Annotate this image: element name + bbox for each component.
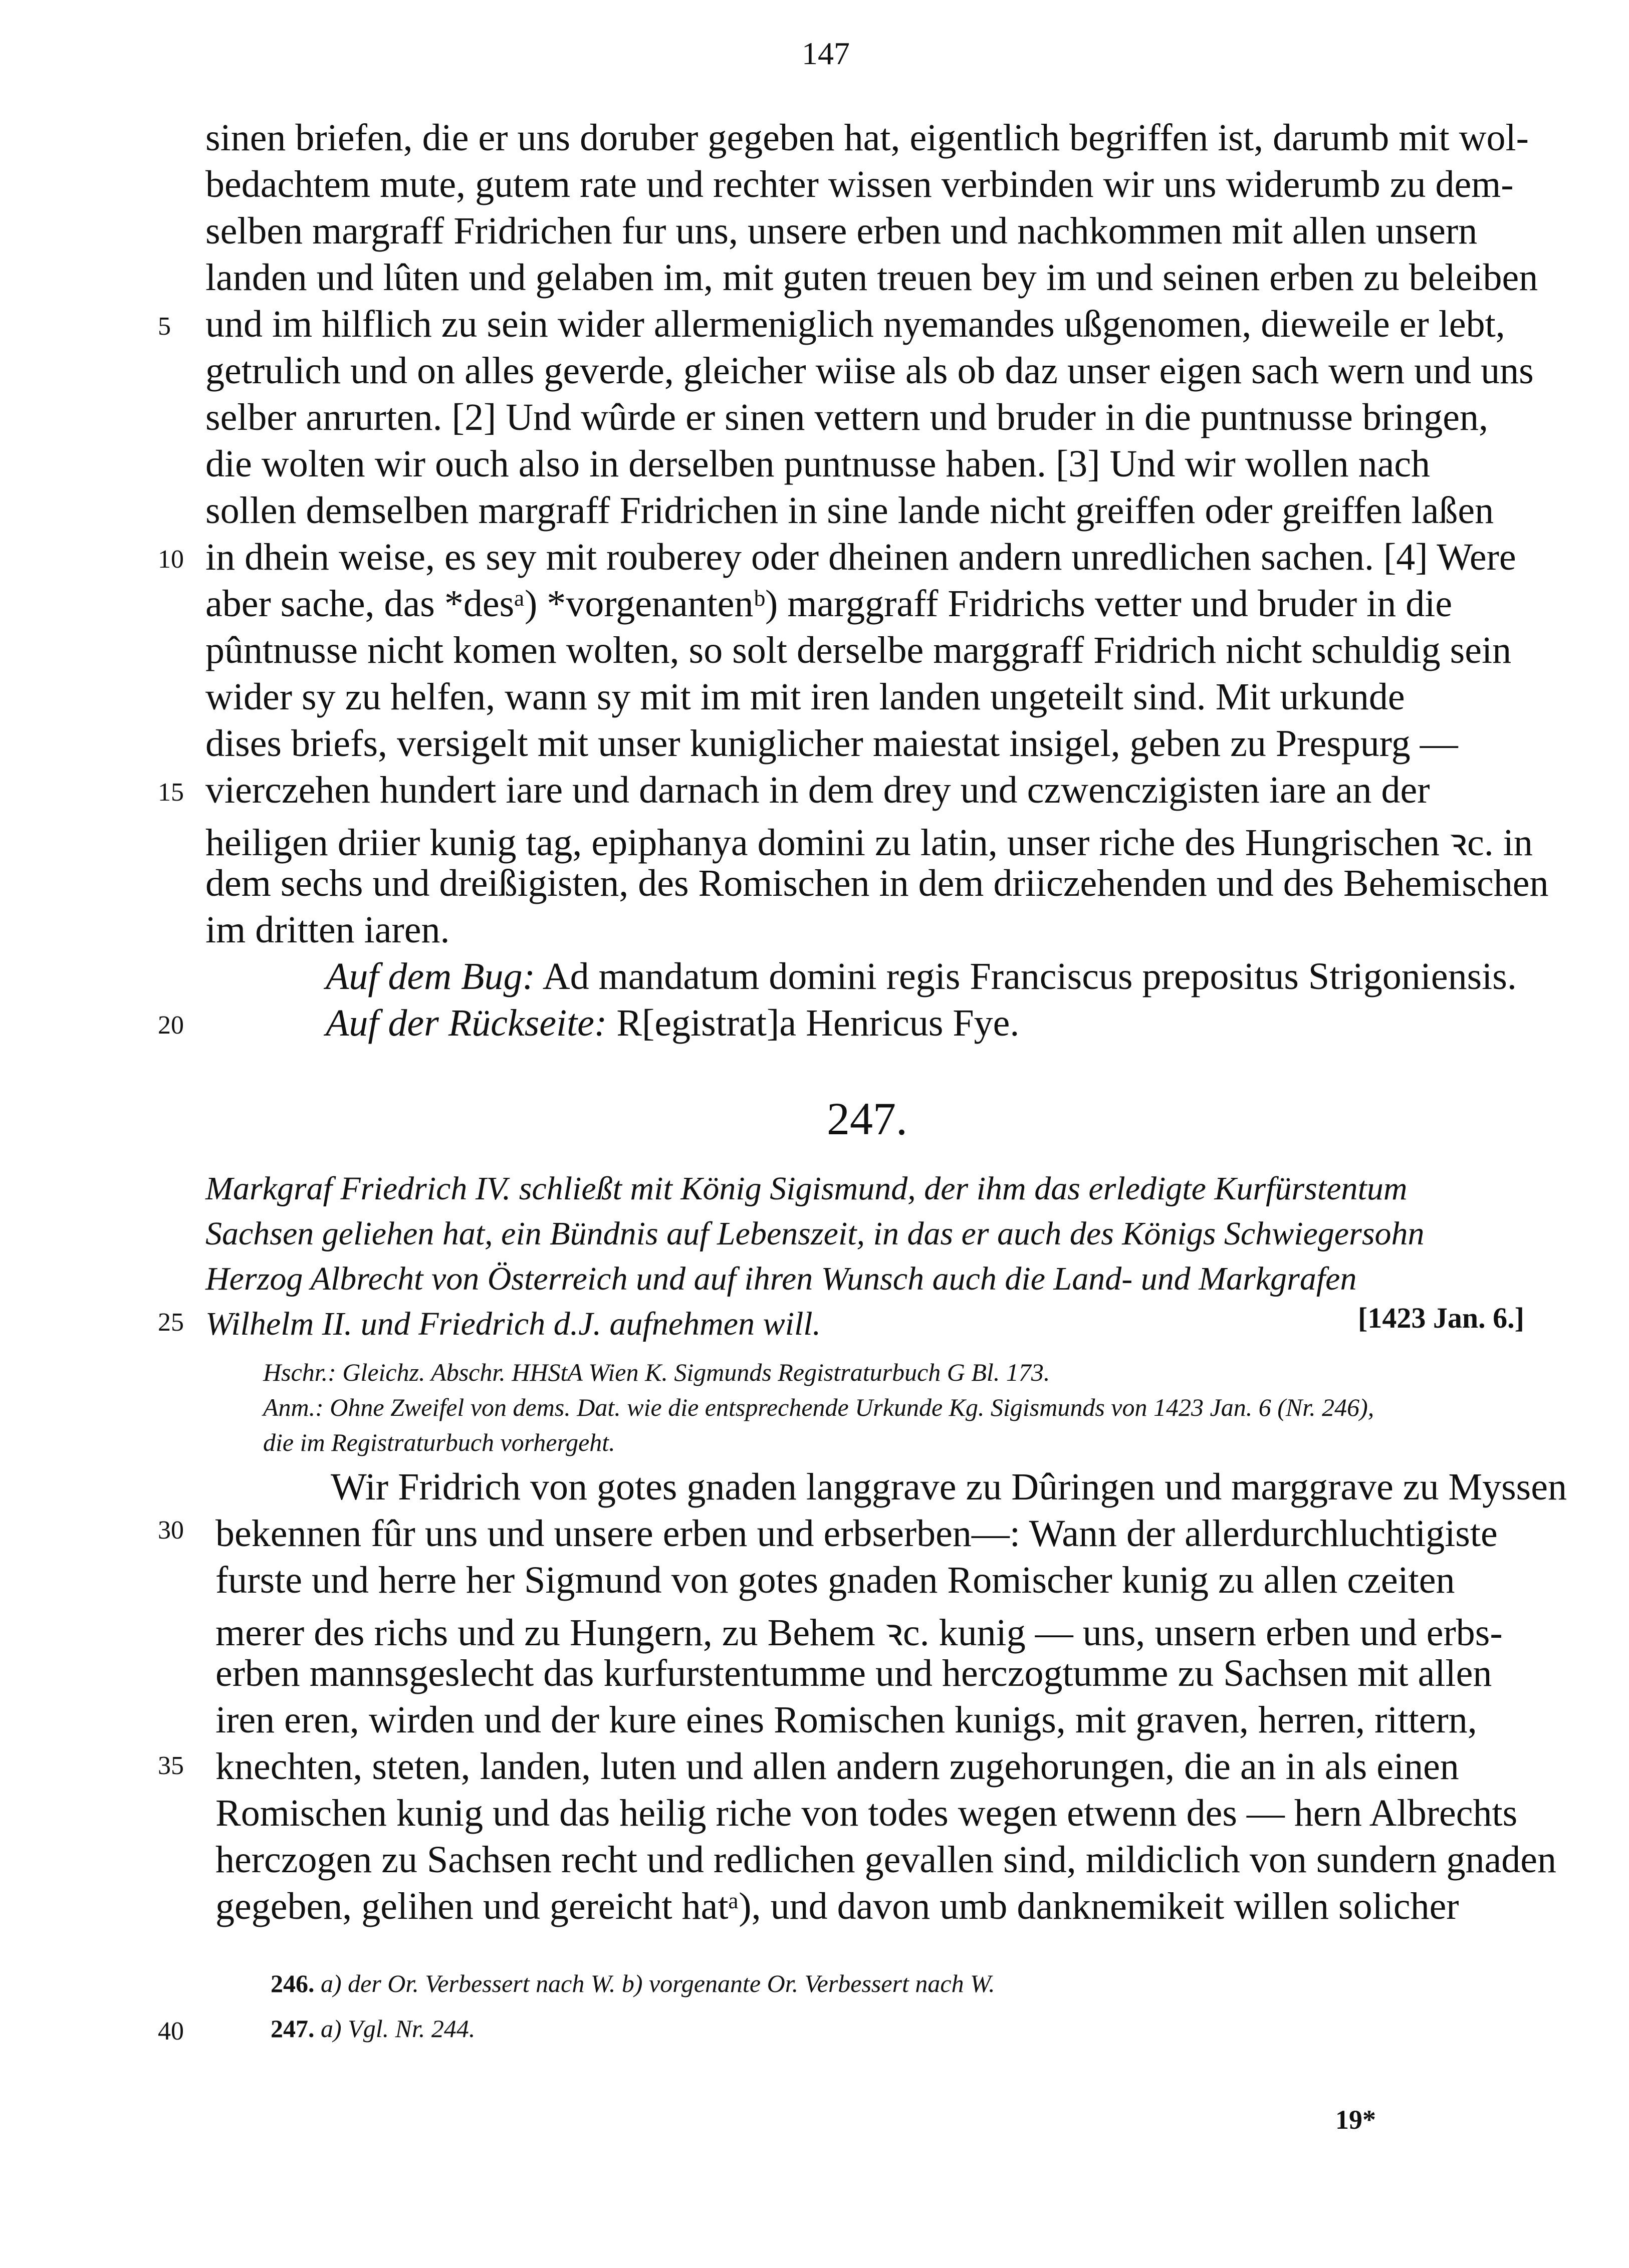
text-line: merer des richs und zu Hungern, zu Behem ꝛc. kunig — uns, unsern erben und erbs- bbox=[215, 1612, 1503, 1654]
text-line: bekennen fûr uns und unsere erben und erbserben—: Wann der allerdurchluchtigiste bbox=[215, 1513, 1498, 1555]
text-line: getrulich und on alles geverde, gleicher wiise als ob daz unser eigen sach wern und uns bbox=[205, 350, 1534, 392]
back-note-label: Auf der Rückseite: bbox=[326, 1002, 607, 1044]
footnote bbox=[271, 1969, 995, 1998]
footnote-number: 246. bbox=[271, 1969, 315, 1997]
regest-line: Wilhelm II. und Friedrich d.J. aufnehmen will. bbox=[205, 1306, 821, 1342]
text-line: selber anrurten. [2] Und wûrde er sinen vettern und bruder in die puntnusse bringen, bbox=[205, 396, 1489, 438]
text-line: erben mannsgeslecht das kurfurstentumme und herczogtumme zu Sachsen mit allen bbox=[215, 1652, 1492, 1694]
page-number: 147 bbox=[802, 36, 850, 71]
footnote bbox=[271, 2014, 475, 2043]
date-bracket: [1423 Jan. 6.] bbox=[1358, 1302, 1524, 1334]
text-line: herczogen zu Sachsen recht und redlichen gevallen sind, mildiclich von sundern gnaden bbox=[215, 1839, 1556, 1881]
text-line: Romischen kunig und das heilig riche von todes wegen etwenn des — hern Albrechts bbox=[215, 1792, 1518, 1834]
text-line: und im hilflich zu sein wider allermeniglich nyemandes ußgenomen, dieweile er lebt, bbox=[205, 303, 1505, 345]
regest-line: Herzog Albrecht von Österreich und auf ihren Wunsch auch die Land- und Markgrafen bbox=[205, 1261, 1357, 1297]
footnote-number: 247. bbox=[271, 2014, 315, 2043]
text-line: Wir Fridrich von gotes gnaden langgrave zu Dûringen und marggrave zu Myssen bbox=[331, 1466, 1567, 1508]
back-note bbox=[326, 1001, 1019, 1045]
line-number: 40 bbox=[158, 2017, 184, 2046]
line-number: 30 bbox=[158, 1516, 184, 1545]
line-number: 20 bbox=[158, 1011, 184, 1040]
bug-note bbox=[326, 955, 1517, 998]
text-line: furste und herre her Sigmund von gotes gnaden Romischer kunig zu allen czeiten bbox=[215, 1559, 1455, 1601]
note-line: die im Registraturbuch vorhergeht. bbox=[263, 1428, 615, 1456]
text-line: gegeben, gelihen und gereicht hatᵃ), und davon umb danknemikeit willen solicher bbox=[215, 1885, 1459, 1927]
text-line: dises briefs, versigelt mit unser kuniglicher maiestat insigel, geben zu Prespurg — bbox=[205, 722, 1458, 765]
text-line: heiligen driier kunig tag, epiphanya domini zu latin, unser riche des Hungrischen ꝛc. in bbox=[205, 822, 1533, 864]
footnote-text: a) Vgl. Nr. 244. bbox=[314, 2014, 476, 2043]
text-line: selben margraff Fridrichen fur uns, unsere erben und nachkommen mit allen unsern bbox=[205, 210, 1478, 252]
text-line: iren eren, wirden und der kure eines Romischen kunigs, mit graven, herren, rittern, bbox=[215, 1699, 1477, 1741]
line-number: 25 bbox=[158, 1308, 184, 1337]
line-number: 15 bbox=[158, 778, 184, 807]
text-line: sinen briefen, die er uns doruber gegeben hat, eigentlich begriffen ist, darumb mit wol- bbox=[205, 117, 1529, 159]
text-line: sollen demselben margraff Fridrichen in sine lande nicht greiffen oder greiffen laßen bbox=[205, 489, 1494, 532]
regest-line: Markgraf Friedrich IV. schließt mit König Sigismund, der ihm das erledigte Kurfürstentum bbox=[205, 1170, 1408, 1207]
text-line: in dhein weise, es sey mit rouberey oder dheinen andern unredlichen sachen. [4] Were bbox=[205, 536, 1516, 578]
text-line: vierczehen hundert iare und darnach in dem drey und czwenczigisten iare an der bbox=[205, 769, 1430, 811]
text-line: aber sache, das *desᵃ) *vorgenantenᵇ) marggraff Fridrichs vetter und bruder in die bbox=[205, 583, 1453, 625]
text-line: bedachtem mute, gutem rate und rechter wissen verbinden wir uns widerumb zu dem- bbox=[205, 163, 1514, 205]
line-number: 5 bbox=[158, 312, 171, 341]
note-line: Hschr.: Gleichz. Abschr. HHStA Wien K. Sigmunds Registraturbuch G Bl. 173. bbox=[263, 1358, 1050, 1386]
text-line: im dritten iaren. bbox=[205, 909, 450, 951]
text-line: wider sy zu helfen, wann sy mit im mit iren landen ungeteilt sind. Mit urkunde bbox=[205, 676, 1405, 718]
document-number: 247. bbox=[827, 1093, 907, 1144]
regest-line: Sachsen geliehen hat, ein Bündnis auf Lebenszeit, in das er auch des Königs Schwiegersohn bbox=[205, 1215, 1425, 1252]
text-line: knechten, steten, landen, luten und allen andern zugehorungen, die an in als einen bbox=[215, 1745, 1459, 1788]
bug-note-text: Ad mandatum domini regis Franciscus prepositus Strigoniensis. bbox=[535, 955, 1517, 997]
text-line: landen und lûten und gelaben im, mit guten treuen bey im und seinen erben zu beleiben bbox=[205, 257, 1538, 299]
text-line: pûntnusse nicht komen wolten, so solt derselbe marggraff Fridrich nicht schuldig sein bbox=[205, 629, 1512, 671]
text-line: dem sechs und dreißigisten, des Romischen in dem driiczehenden und des Behemischen bbox=[205, 862, 1549, 904]
back-note-text: R[egistrat]a Henricus Fye. bbox=[607, 1002, 1020, 1044]
line-number: 10 bbox=[158, 545, 184, 574]
line-number: 35 bbox=[158, 1751, 184, 1780]
text-line: die wolten wir ouch also in derselben puntnusse haben. [3] Und wir wollen nach bbox=[205, 443, 1431, 485]
sheet-signature: 19* bbox=[1335, 2105, 1376, 2135]
footnote-text: a) der Or. Verbessert nach W. b) vorgenante Or. Verbessert nach W. bbox=[314, 1969, 995, 1997]
bug-note-label: Auf dem Bug: bbox=[326, 955, 535, 997]
note-line: Anm.: Ohne Zweifel von dems. Dat. wie die entsprechende Urkunde Kg. Sigismunds von 1423 Jan. 6 (Nr. 246), bbox=[263, 1393, 1374, 1421]
